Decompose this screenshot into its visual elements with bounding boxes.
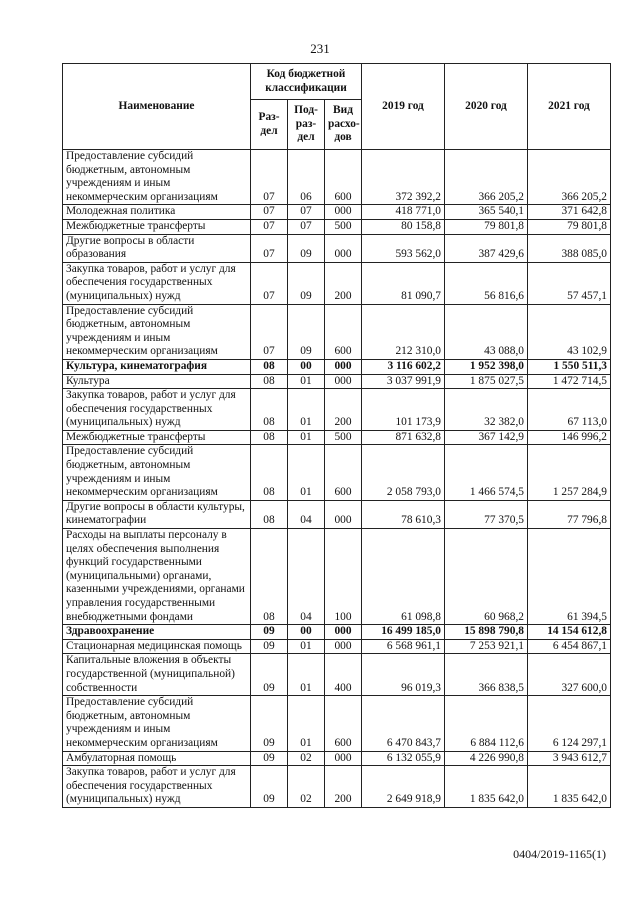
row-section: 08 [251,529,288,625]
row-subsection: 01 [288,374,325,389]
row-section: 09 [251,696,288,751]
row-section: 08 [251,359,288,374]
row-value-2019: 6 132 055,9 [362,751,445,766]
row-name: Амбулаторная помощь [63,751,251,766]
row-value-2019: 16 499 185,0 [362,625,445,640]
table-row [63,696,611,751]
row-section: 09 [251,639,288,654]
header-name: Наименование [63,64,251,150]
row-expense-type: 200 [325,766,362,808]
row-subsection: 04 [288,500,325,528]
row-subsection: 01 [288,639,325,654]
row-name: Предоставление субсидий бюджетным, автономным учреждениям и иным некоммерческим организациям [63,445,251,500]
row-section: 08 [251,374,288,389]
row-value-2020: 79 801,8 [445,219,528,234]
row-value-2021: 79 801,8 [528,219,611,234]
row-section: 09 [251,625,288,640]
row-expense-type: 000 [325,500,362,528]
row-value-2021: 388 085,0 [528,234,611,262]
row-subsection: 01 [288,389,325,431]
row-subsection: 09 [288,304,325,359]
row-value-2019: 78 610,3 [362,500,445,528]
row-section: 07 [251,304,288,359]
row-value-2019: 593 562,0 [362,234,445,262]
row-expense-type: 100 [325,529,362,625]
table-row [63,234,611,262]
table-row [63,445,611,500]
row-value-2021: 366 205,2 [528,150,611,205]
table-header [63,64,611,150]
table-row [63,262,611,304]
table-row [63,430,611,445]
table-row [63,625,611,640]
row-value-2020: 367 142,9 [445,430,528,445]
row-name: Расходы на выплаты персоналу в целях обеспечения выполнения функций государственными (муниципальными) органами, казенными учреждениями, органами управления государственными внебюджетными фондами [63,529,251,625]
row-value-2021: 1 835 642,0 [528,766,611,808]
row-subsection: 01 [288,445,325,500]
header-2020: 2020 год [445,64,528,150]
row-value-2021: 57 457,1 [528,262,611,304]
row-section: 08 [251,430,288,445]
row-value-2021: 6 124 297,1 [528,696,611,751]
row-value-2019: 101 173,9 [362,389,445,431]
row-subsection: 06 [288,150,325,205]
row-value-2020: 366 205,2 [445,150,528,205]
row-name: Предоставление субсидий бюджетным, автономным учреждениям и иным некоммерческим организациям [63,150,251,205]
row-name: Межбюджетные трансферты [63,219,251,234]
table-row [63,751,611,766]
row-expense-type: 500 [325,430,362,445]
row-name: Стационарная медицинская помощь [63,639,251,654]
row-value-2020: 56 816,6 [445,262,528,304]
row-value-2020: 1 952 398,0 [445,359,528,374]
row-section: 08 [251,445,288,500]
header-code-group: Код бюджетной классификации [251,64,362,100]
row-value-2019: 81 090,7 [362,262,445,304]
row-subsection: 09 [288,262,325,304]
row-value-2021: 1 472 714,5 [528,374,611,389]
row-value-2019: 2 649 918,9 [362,766,445,808]
table-row [63,205,611,220]
row-subsection: 00 [288,625,325,640]
row-value-2019: 212 310,0 [362,304,445,359]
row-name: Молодежная политика [63,205,251,220]
row-section: 09 [251,751,288,766]
row-value-2020: 1 875 027,5 [445,374,528,389]
header-expense-type: Вид расхо-дов [325,100,362,150]
row-value-2020: 1 466 574,5 [445,445,528,500]
row-expense-type: 000 [325,359,362,374]
row-subsection: 04 [288,529,325,625]
row-expense-type: 600 [325,445,362,500]
header-2021: 2021 год [528,64,611,150]
row-subsection: 07 [288,219,325,234]
row-name: Культура [63,374,251,389]
row-value-2020: 387 429,6 [445,234,528,262]
row-value-2019: 372 392,2 [362,150,445,205]
row-name: Другие вопросы в области образования [63,234,251,262]
row-section: 07 [251,219,288,234]
row-value-2021: 371 642,8 [528,205,611,220]
table-row [63,374,611,389]
row-value-2020: 365 540,1 [445,205,528,220]
row-name: Капитальные вложения в объекты государственной (муниципальной) собственности [63,654,251,696]
row-value-2020: 366 838,5 [445,654,528,696]
table-row [63,529,611,625]
row-expense-type: 000 [325,625,362,640]
row-value-2020: 15 898 790,8 [445,625,528,640]
table-row [63,654,611,696]
row-value-2020: 4 226 990,8 [445,751,528,766]
row-expense-type: 000 [325,639,362,654]
row-subsection: 01 [288,696,325,751]
table-row [63,500,611,528]
row-value-2019: 418 771,0 [362,205,445,220]
row-value-2021: 61 394,5 [528,529,611,625]
budget-table [62,63,611,808]
table-body [63,150,611,808]
row-expense-type: 400 [325,654,362,696]
row-expense-type: 600 [325,304,362,359]
row-subsection: 07 [288,205,325,220]
row-expense-type: 000 [325,205,362,220]
row-value-2021: 3 943 612,7 [528,751,611,766]
row-expense-type: 200 [325,389,362,431]
header-2019: 2019 год [362,64,445,150]
row-section: 08 [251,389,288,431]
row-value-2021: 327 600,0 [528,654,611,696]
page-number: 231 [310,41,330,56]
row-section: 07 [251,234,288,262]
row-value-2021: 77 796,8 [528,500,611,528]
row-value-2021: 14 154 612,8 [528,625,611,640]
row-value-2020: 77 370,5 [445,500,528,528]
row-value-2019: 2 058 793,0 [362,445,445,500]
row-value-2019: 3 037 991,9 [362,374,445,389]
row-value-2020: 1 835 642,0 [445,766,528,808]
row-value-2020: 60 968,2 [445,529,528,625]
row-expense-type: 000 [325,751,362,766]
row-name: Межбюджетные трансферты [63,430,251,445]
row-value-2019: 871 632,8 [362,430,445,445]
row-name: Закупка товаров, работ и услуг для обеспечения государственных (муниципальных) нужд [63,262,251,304]
row-name: Закупка товаров, работ и услуг для обеспечения государственных (муниципальных) нужд [63,389,251,431]
row-name: Культура, кинематография [63,359,251,374]
row-value-2021: 43 102,9 [528,304,611,359]
document-code: 0404/2019-1165(1) [513,847,606,861]
row-value-2019: 80 158,8 [362,219,445,234]
row-expense-type: 600 [325,696,362,751]
header-subsection: Под-раз-дел [288,100,325,150]
row-value-2019: 3 116 602,2 [362,359,445,374]
row-expense-type: 500 [325,219,362,234]
row-section: 07 [251,150,288,205]
row-name: Здравоохранение [63,625,251,640]
row-expense-type: 000 [325,234,362,262]
row-value-2021: 146 996,2 [528,430,611,445]
table-row [63,766,611,808]
row-subsection: 02 [288,766,325,808]
row-section: 07 [251,262,288,304]
row-section: 09 [251,766,288,808]
row-value-2020: 6 884 112,6 [445,696,528,751]
header-section: Раз-дел [251,100,288,150]
table-row [63,304,611,359]
table-row [63,389,611,431]
row-name: Другие вопросы в области культуры, кинематографии [63,500,251,528]
row-subsection: 00 [288,359,325,374]
row-section: 07 [251,205,288,220]
row-value-2020: 7 253 921,1 [445,639,528,654]
row-value-2021: 1 257 284,9 [528,445,611,500]
table-row [63,150,611,205]
row-value-2021: 67 113,0 [528,389,611,431]
row-section: 09 [251,654,288,696]
table-row [63,639,611,654]
row-expense-type: 000 [325,374,362,389]
row-subsection: 01 [288,654,325,696]
row-section: 08 [251,500,288,528]
row-subsection: 09 [288,234,325,262]
row-value-2020: 43 088,0 [445,304,528,359]
row-value-2021: 6 454 867,1 [528,639,611,654]
row-name: Предоставление субсидий бюджетным, автономным учреждениям и иным некоммерческим организациям [63,696,251,751]
row-value-2020: 32 382,0 [445,389,528,431]
row-value-2019: 6 568 961,1 [362,639,445,654]
row-name: Закупка товаров, работ и услуг для обеспечения государственных (муниципальных) нужд [63,766,251,808]
row-value-2021: 1 550 511,3 [528,359,611,374]
row-expense-type: 200 [325,262,362,304]
row-subsection: 02 [288,751,325,766]
row-subsection: 01 [288,430,325,445]
row-value-2019: 96 019,3 [362,654,445,696]
table-row [63,219,611,234]
row-name: Предоставление субсидий бюджетным, автономным учреждениям и иным некоммерческим организациям [63,304,251,359]
row-expense-type: 600 [325,150,362,205]
table-row [63,359,611,374]
row-value-2019: 6 470 843,7 [362,696,445,751]
row-value-2019: 61 098,8 [362,529,445,625]
